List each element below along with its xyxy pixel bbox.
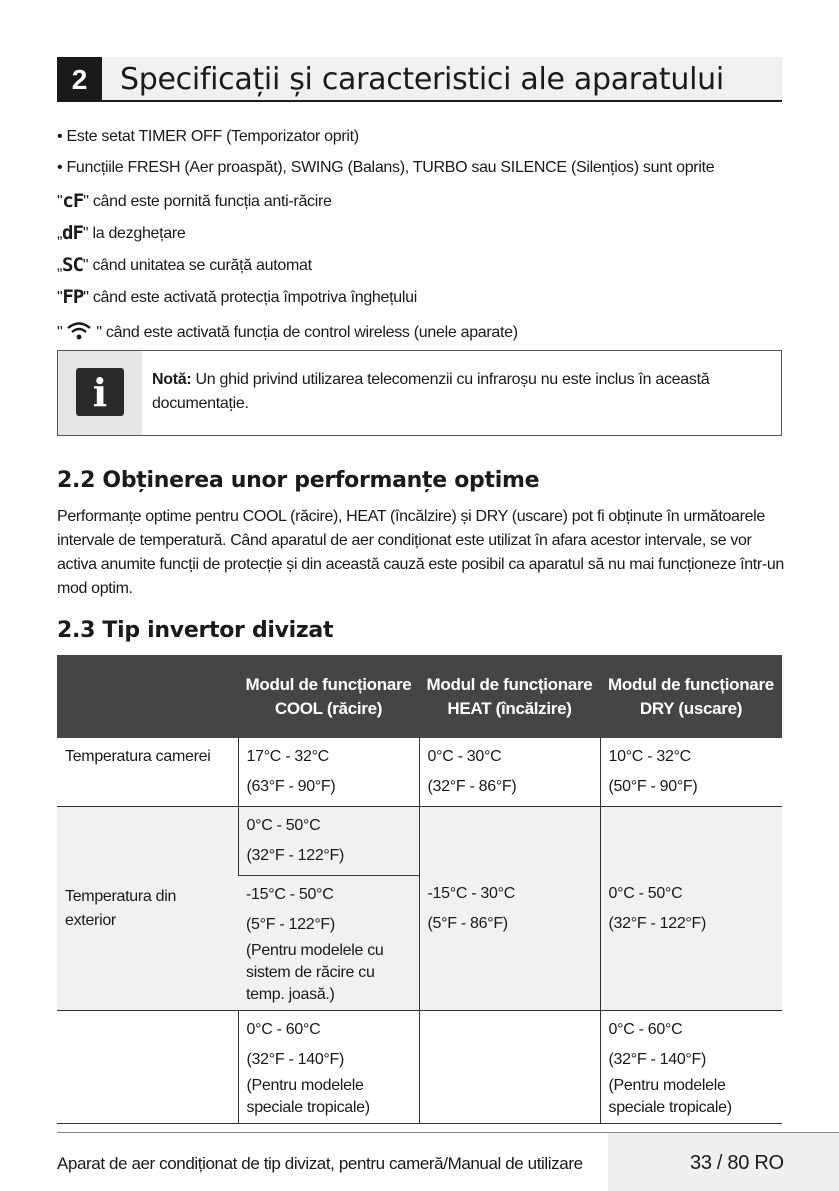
cell-outdoor-dry <box>600 807 782 1011</box>
code-open-quote: " <box>57 193 63 210</box>
footer-title: Aparat de aer condiționat de tip divizat, pentru cameră/Manual de utilizare <box>57 1154 583 1173</box>
cell-fahrenheit: (32°F - 86°F) <box>427 778 517 795</box>
cell-outdoor-cool-b <box>238 876 419 1011</box>
code-open-quote: „ <box>57 257 63 274</box>
code-line-cf <box>57 190 332 212</box>
code-line-fp <box>57 286 417 308</box>
section-number: 2 <box>57 57 102 102</box>
note-text <box>152 368 762 416</box>
cell-celsius: 0°C - 50°C <box>608 884 683 902</box>
table-row-tropical <box>57 1011 782 1124</box>
cell-fahrenheit: (32°F - 122°F) <box>608 914 707 932</box>
cell-note: (Pentru modelele speciale tropicale) <box>608 1077 732 1116</box>
bullet-timer-off: • Este setat TIMER OFF (Temporizator oprit) <box>57 128 359 145</box>
temperature-table <box>57 655 782 1124</box>
code-close-quote: " <box>83 193 89 210</box>
header-dry: Modul de funcționare DRY (uscare) <box>600 655 782 738</box>
cell-celsius: 0°C - 60°C <box>608 1021 683 1038</box>
cell-fahrenheit: (50°F - 90°F) <box>608 778 698 795</box>
cell-fahrenheit: (32°F - 122°F) <box>246 847 345 864</box>
bullet-functions-off: • Funcțiile FRESH (Aer proaspăt), SWING (Balans), TURBO sau SILENCE (Silențios) sunt oprite <box>57 159 715 176</box>
heading-2-2: 2.2 Obținerea unor performanțe optime <box>57 468 540 493</box>
cell-fahrenheit: (32°F - 140°F) <box>608 1051 707 1068</box>
table-header-row <box>57 655 782 738</box>
note-body: Un ghid privind utilizarea telecomenzii cu infraroșu nu este inclus în această documentație. <box>152 371 710 412</box>
page-number: 33 / 80 RO <box>690 1152 784 1174</box>
row-label-room: Temperatura camerei <box>57 738 238 807</box>
cell-fahrenheit: (5°F - 122°F) <box>246 916 335 933</box>
cell-fahrenheit: (63°F - 90°F) <box>246 778 336 795</box>
cell-celsius: 0°C - 30°C <box>427 748 502 765</box>
cell-room-heat <box>419 738 600 807</box>
cell-celsius: 0°C - 50°C <box>246 817 321 834</box>
cell-outdoor-heat <box>419 807 600 1011</box>
note-label: Notă: <box>152 371 192 388</box>
cell-celsius: 17°C - 32°C <box>246 748 329 765</box>
cell-outdoor-cool-a <box>238 807 419 876</box>
cell-celsius: -15°C - 30°C <box>427 884 515 902</box>
cell-tropical-heat <box>419 1011 600 1124</box>
cell-fahrenheit: (5°F - 86°F) <box>427 914 508 932</box>
display-code-sc: SC <box>62 254 83 276</box>
cell-fahrenheit: (32°F - 140°F) <box>246 1051 345 1068</box>
code-description: când este activată funcția de control wireless (unele aparate) <box>101 324 518 341</box>
code-description: când este activată protecția împotriva înghețului <box>88 289 417 306</box>
display-code-df: dF <box>62 222 83 244</box>
header-empty <box>57 655 238 738</box>
cell-celsius: 10°C - 32°C <box>608 748 691 765</box>
cell-tropical-dry <box>600 1011 782 1124</box>
code-close-quote: " <box>96 324 102 341</box>
paragraph-2-2: Performanțe optime pentru COOL (răcire), HEAT (încălzire) și DRY (uscare) pot fi obținute în următoarele intervale de temperatură. Când aparatul de aer condiționat este utilizat în afara acestor intervale, se vor activa anumite funcții de protecție și din această cauză este posibil ca aparatul să nu mai funcționeze într-un mod optim. <box>57 508 784 597</box>
code-line-sc <box>57 254 312 276</box>
code-open-quote: " <box>57 289 63 306</box>
table-row-room <box>57 738 782 807</box>
code-close-quote: " <box>82 257 89 274</box>
heading-2-3: 2.3 Tip invertor divizat <box>57 618 334 643</box>
row-label-outdoor: Temperatura din exterior <box>57 807 238 1011</box>
display-code-cf: cF <box>62 190 84 212</box>
cell-celsius: 0°C - 60°C <box>246 1021 321 1038</box>
cell-note: (Pentru modelele speciale tropicale) <box>246 1077 370 1116</box>
code-close-quote: " <box>83 289 89 306</box>
code-description: la dezghețare <box>88 225 186 242</box>
section-title: Specificații și caracteristici ale aparatului <box>120 62 724 97</box>
code-line-wifi <box>57 321 518 346</box>
cell-note: (Pentru modelele cu sistem de răcire cu temp. joasă.) <box>246 942 384 1003</box>
header-heat: Modul de funcționare HEAT (încălzire) <box>419 655 600 738</box>
code-close-quote: " <box>82 225 89 242</box>
info-icon: i <box>76 368 124 416</box>
wifi-icon <box>66 321 92 346</box>
cell-tropical-cool <box>238 1011 419 1124</box>
cell-room-dry <box>600 738 782 807</box>
display-code-fp: FP <box>62 286 84 308</box>
code-open-quote: „ <box>57 225 63 242</box>
table-row-outdoor-a <box>57 807 782 876</box>
row-label-tropical <box>57 1011 238 1124</box>
cell-room-cool <box>238 738 419 807</box>
code-description: când este pornită funcția anti-răcire <box>88 193 332 210</box>
code-description: când unitatea se curăță automat <box>88 257 312 274</box>
code-line-df <box>57 222 186 244</box>
footer-divider <box>57 1132 839 1133</box>
code-open-quote: " <box>57 324 63 341</box>
header-cool: Modul de funcționare COOL (răcire) <box>238 655 419 738</box>
cell-celsius: -15°C - 50°C <box>246 886 334 903</box>
